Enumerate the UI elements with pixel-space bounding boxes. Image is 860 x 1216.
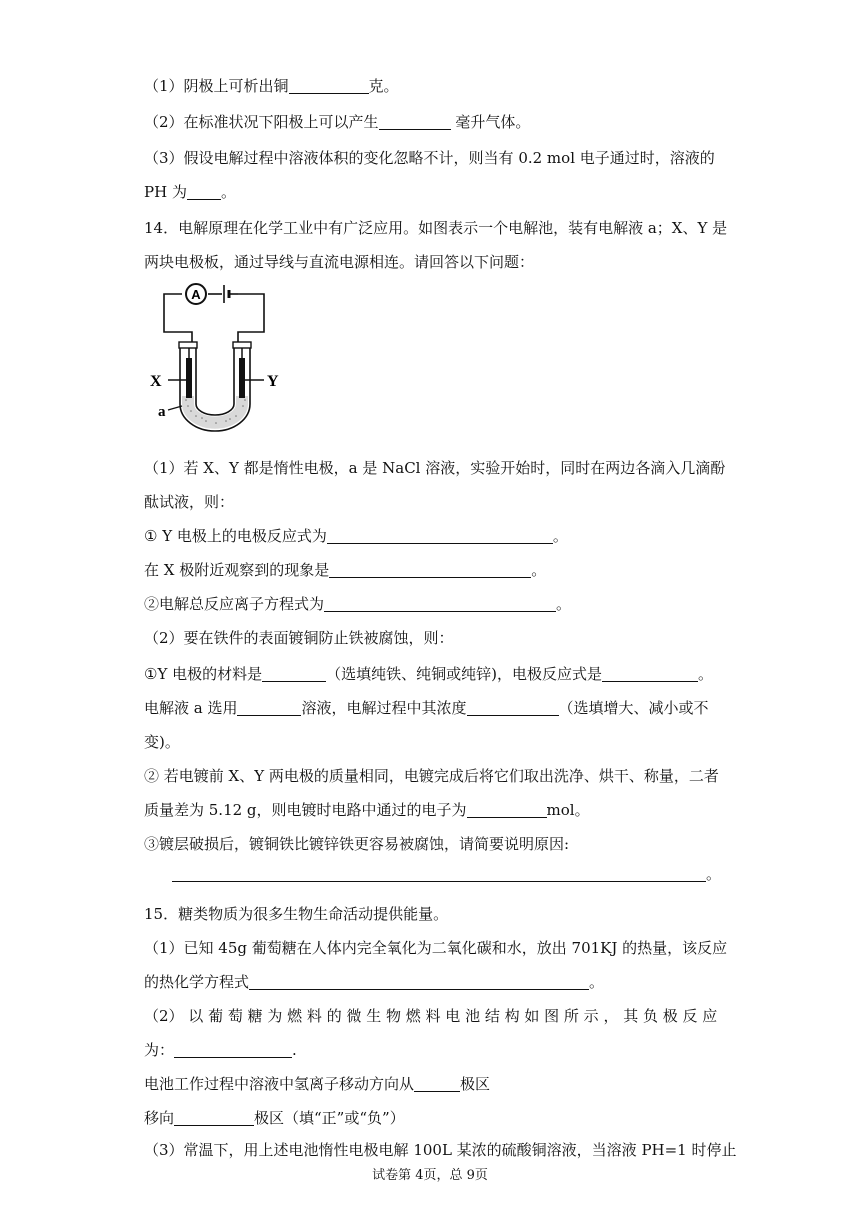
q14-sub2-text: （2）要在铁件的表面镀铜防止铁被腐蚀，则： <box>144 629 454 647</box>
answer-blank[interactable] <box>414 1075 460 1092</box>
q14-sub1-item2-end: 。 <box>531 561 547 579</box>
q14-stem-line1 <box>144 218 727 238</box>
q14-sub1-item3-end: 。 <box>556 595 572 613</box>
q13-part2-end: 毫升气体。 <box>450 113 531 131</box>
u-tube-inner <box>196 344 234 415</box>
electrode-x <box>186 358 192 398</box>
ammeter-label: A <box>191 287 201 302</box>
q15-sub2-line2 <box>144 1040 297 1060</box>
answer-blank[interactable] <box>379 113 451 130</box>
q15-sub1-end: 。 <box>589 973 605 991</box>
q14-sub1-item2-text: 在 X 极附近观察到的现象是 <box>144 561 330 579</box>
q15-sub2-line3 <box>144 1074 490 1094</box>
answer-blank[interactable] <box>172 865 706 882</box>
q15-stem-text: 15．糖类物质为很多生物生命活动提供能量。 <box>144 905 449 923</box>
q14-sub2-item2-cont <box>144 732 180 752</box>
q14-sub1-item3 <box>144 594 571 614</box>
q14-sub1-line1 <box>144 458 725 478</box>
q15-sub1-text: （1）已知 45g 葡萄糖在人体内完全氧化为二氧化碳和水，放出 701KJ 的热量，该反应 <box>144 939 728 957</box>
q14-sub2-item3 <box>144 766 719 786</box>
q13-part3b-end: 。 <box>220 183 236 201</box>
q14-sub1-text: （1）若 X、Y 都是惰性电极，a 是 NaCl 溶液，实验开始时，同时在两边各滴入几滴酚 <box>144 459 726 477</box>
page-footer: 试卷第 4页，总 9页 <box>372 1168 488 1183</box>
q14-sub2-item1-text2: （选填纯铁、纯铜或纯锌)，电极反应式是 <box>326 665 602 683</box>
answer-blank[interactable] <box>174 1041 292 1058</box>
q15-sub2-end: . <box>292 1041 297 1059</box>
electrode-x-label: X <box>150 373 162 390</box>
q14-sub1-line2 <box>144 492 234 512</box>
q13-part2 <box>144 112 530 132</box>
q14-sub2-item1-end: 。 <box>697 665 713 683</box>
q13-part3-text: （3）假设电解过程中溶液体积的变化忽略不计，则当有 0.2 mol 电子通过时，溶液的 <box>144 149 715 167</box>
wire-right <box>238 294 264 344</box>
q14-stem-line2 <box>144 252 534 272</box>
answer-blank[interactable] <box>289 77 369 94</box>
q14-sub2-line1 <box>144 628 454 648</box>
q15-sub2-text3-end: 极区 <box>460 1075 491 1093</box>
q14-sub2-item3-end: mol。 <box>546 801 590 819</box>
stopper-right <box>233 342 251 348</box>
q14-stem2-text: 两块电极板，通过导线与直流电源相连。请回答以下问题： <box>144 253 535 271</box>
q14-sub1-item1-text: ① Y 电极上的电极反应式为 <box>144 527 327 545</box>
q14-sub2-item2-text: 电解液 a 选用 <box>144 699 238 717</box>
q14-sub2-item4-text: ③镀层破损后，镀铜铁比镀锌铁更容易被腐蚀，请简要说明原因: <box>144 835 570 853</box>
q15-sub2-line1 <box>144 1006 717 1026</box>
q13-part1-text: （1）阴极上可析出铜 <box>144 77 289 95</box>
answer-blank[interactable] <box>467 801 547 818</box>
electrode-y <box>239 358 245 398</box>
q14-sub1-item1-end: 。 <box>552 527 568 545</box>
q14-sub2-item4 <box>144 834 569 854</box>
q14-sub1-text2: 酞试液，则： <box>144 493 235 511</box>
q13-part1 <box>144 76 399 96</box>
q15-stem <box>144 904 448 924</box>
answer-blank[interactable] <box>187 183 221 200</box>
q14-sub2-item1 <box>144 664 713 684</box>
q15-sub2-text3: 电池工作过程中溶液中氢离子移动方向从 <box>144 1075 415 1093</box>
q14-sub1-item1 <box>144 526 568 546</box>
q13-part1-end: 克。 <box>368 77 399 95</box>
q14-sub2-item3-cont <box>144 800 590 820</box>
q15-sub2-text4: 移向 <box>144 1109 175 1127</box>
answer-blank[interactable] <box>324 595 556 612</box>
q14-sub2-item3-text: ② 若电镀前 X、Y 两电极的质量相同，电镀完成后将它们取出洗净、烘干、称量，二者 <box>144 767 719 785</box>
q15-sub2-text: （2） 以 葡 萄 糖 为 燃 料 的 微 生 物 燃 料 电 池 结 构 如 图 所 示 ， 其 负 极 反 应 <box>144 1007 718 1025</box>
q14-sub2-item1-text: ①Y 电极的材料是 <box>144 665 263 683</box>
answer-blank[interactable] <box>262 665 326 682</box>
q15-sub3-text: （3）常温下，用上述电池惰性电极电解 100L 某浓的硫酸铜溶液，当溶液 PH=1 时停止 <box>144 1141 737 1159</box>
q15-sub1-line2 <box>144 972 604 992</box>
q14-sub1-item2 <box>144 560 546 580</box>
q14-sub2-item3-text2: 质量差为 5.12 g，则电镀时电路中通过的电子为 <box>144 801 467 819</box>
answer-blank[interactable] <box>249 973 589 990</box>
q14-sub1-item3-text: ②电解总反应离子方程式为 <box>144 595 325 613</box>
answer-blank[interactable] <box>237 699 301 716</box>
electrolyte-label: a <box>158 404 166 420</box>
q13-part3-cont <box>144 182 236 202</box>
wire-left <box>164 294 192 344</box>
q14-sub2-item2-text3: （选填增大、减小或不 <box>558 699 709 717</box>
q15-sub3-line1 <box>144 1140 737 1160</box>
stopper-left <box>179 342 197 348</box>
q15-sub2-text2: 为： <box>144 1041 175 1059</box>
q13-part3b-text: PH 为 <box>144 183 187 201</box>
q14-sub2-item2-text2: 溶液，电解过程中其浓度 <box>301 699 467 717</box>
q14-sub2-item2-text4: 变)。 <box>144 733 180 751</box>
answer-blank[interactable] <box>327 527 553 544</box>
q14-stem1-text: 14．电解原理在化学工业中有广泛应用。如图表示一个电解池，装有电解液 a；X、Y 是 <box>144 219 728 237</box>
answer-blank[interactable] <box>329 561 531 578</box>
q15-sub2-text4-end: 极区（填“正”或“负”） <box>254 1109 405 1127</box>
q15-sub1-text2: 的热化学方程式 <box>144 973 250 991</box>
q15-sub2-line4 <box>144 1108 405 1128</box>
q13-part2-text: （2）在标准状况下阳极上可以产生 <box>144 113 379 131</box>
q13-part3 <box>144 148 715 168</box>
electrolysis-cell-diagram <box>146 282 296 442</box>
q14-sub2-item2 <box>144 698 709 718</box>
electrode-y-label: Y <box>267 373 279 390</box>
answer-blank[interactable] <box>467 699 559 716</box>
answer-blank[interactable] <box>602 665 698 682</box>
q15-sub1-line1 <box>144 938 727 958</box>
q14-sub2-item4-end: 。 <box>706 865 722 883</box>
q14-sub2-item4-answer <box>172 864 721 884</box>
answer-blank[interactable] <box>174 1109 254 1126</box>
